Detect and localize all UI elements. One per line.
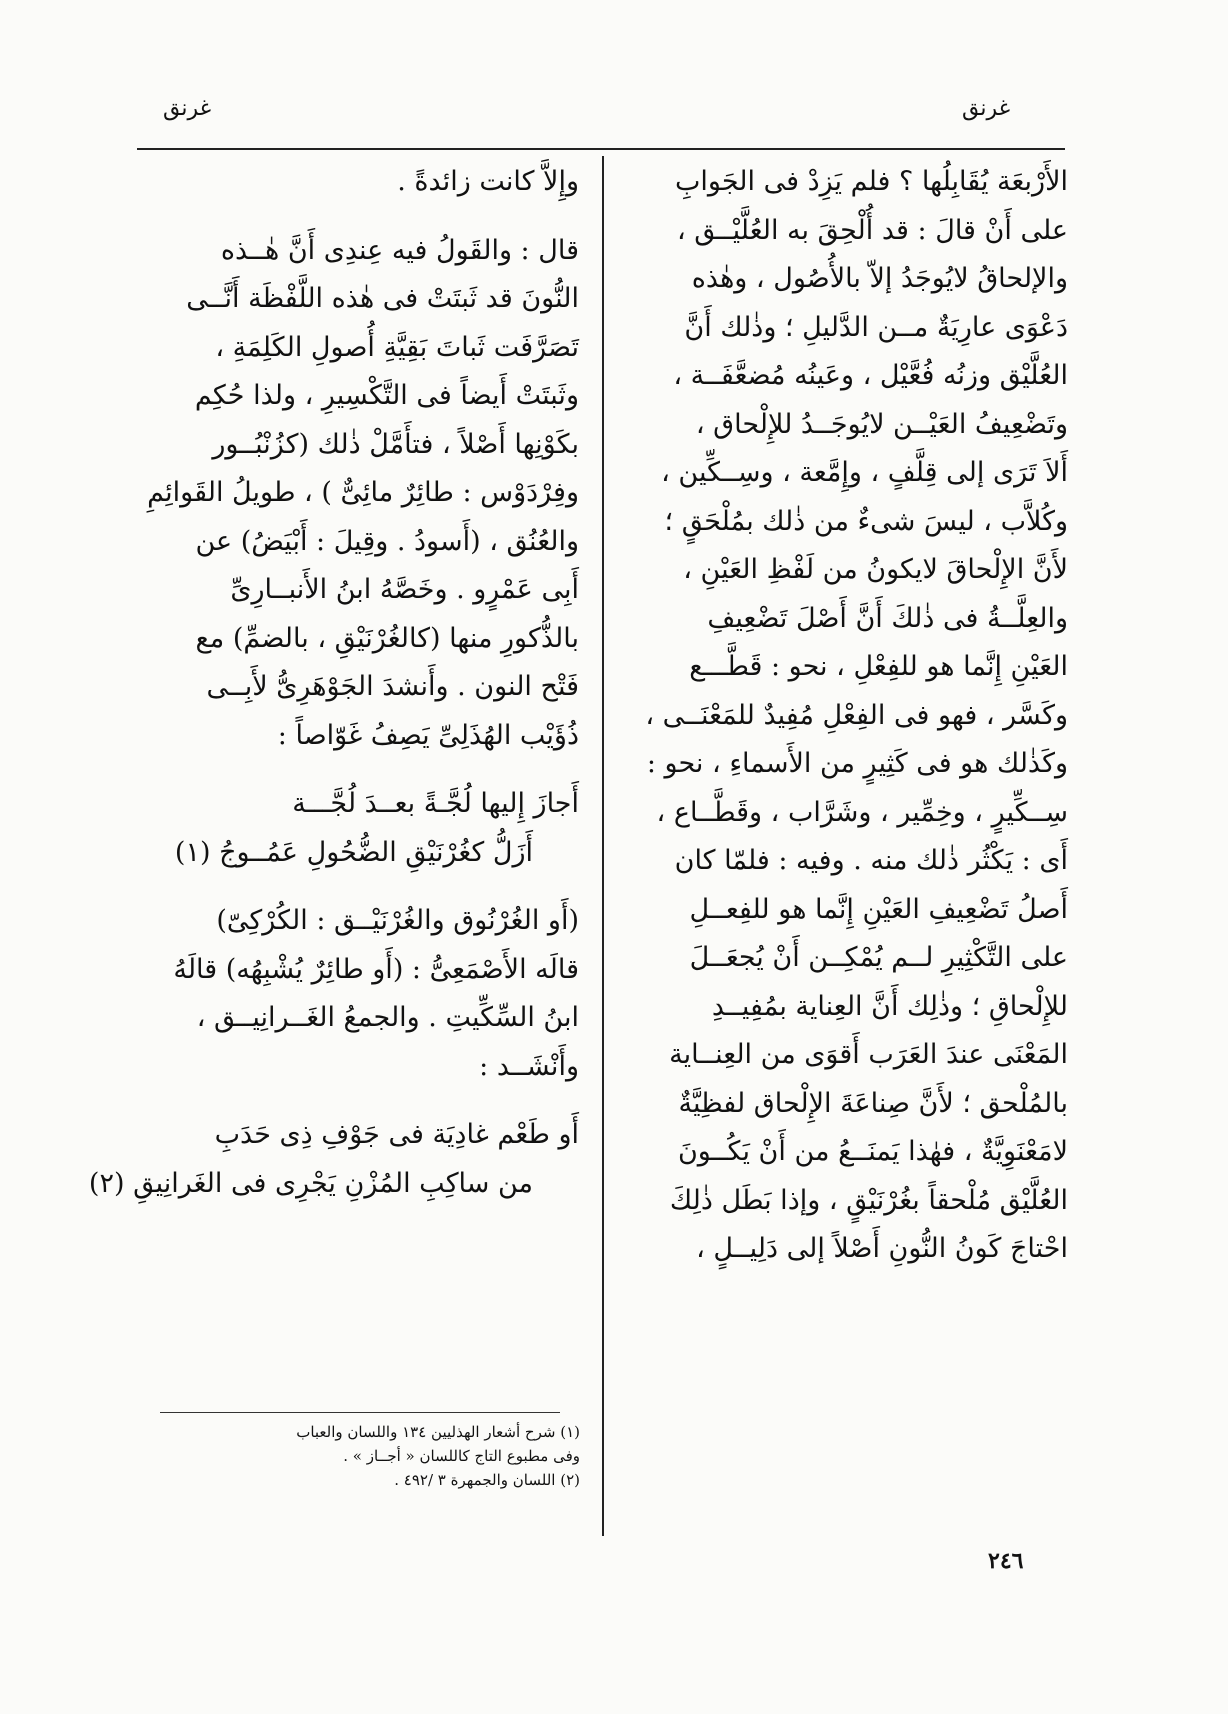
right-column [626,158,1068,1274]
text-line: ذُؤَيْب الهُذَلِىِّ يَصِفُ غَوّاصاً : [277,719,579,751]
text-line: للإِلْحاقِ ؛ وذٰلِك أَنَّ العِناية بمُفِيــدِ [711,990,1068,1022]
footnote-line: (١) شرح أشعار الهذليين ١٣٤ واللسان والعباب [296,1423,580,1441]
spacer [137,207,579,227]
text-line: قالَه الأَصْمَعِىُّ : (أَو طائِرٌ يُشْبِهُه) قالَهُ [173,953,579,985]
text-line: والإلحاقُ لايُوجَدُ إلاّ بالأُصُول ، وهٰذه [691,263,1068,294]
text-line: المَعْنَى عندَ العَرَب أَقوَى من العِنــاية [669,1039,1068,1070]
text-line: دَعْوَى عارِيَةٌ مــن الدَّليلِ ؛ وذٰلك أَنَّ [684,311,1068,343]
text-line: لامَعْنَوِيَّةٌ ، فهٰذا يَمنَــعُ من أَنْ يَكُــونَ [677,1136,1068,1167]
spacer [137,760,579,780]
text-line: فَتْح النون . وأَنشدَ الجَوْهَرِىُّ لأَبِــى [206,671,579,702]
text-line: والعِلَّــةُ فى ذٰلكَ أَنَّ أَصْلَ تَضْعِيفِ [707,602,1068,634]
spacer [137,877,579,897]
column-divider [602,156,604,1536]
left-column [88,158,579,1208]
text-line: العَيْنِ إِنَّما هو للفِعْلِ ، نحو : قَطَّـــع [689,651,1068,682]
header-left-word: غرنق [163,96,212,121]
text-line: (أَو الغُرْنُوق والغُرْنَيْــق : الكُرْكِىّ) [216,905,579,936]
verse-line: من ساكِبِ المُزْنِ يَجْرِى فى الغَرانِيقِ (٢) [88,1167,533,1199]
header-rule [137,148,1065,150]
text-line: والعُنُق ، (أَسودُ . وقِيلَ : أَبْيَضُ) عن [195,525,579,557]
text-line: أَبِى عَمْرٍو . وخَصَّهُ ابنُ الأَنبــارِىِّ [230,574,579,605]
text-line: ابنُ السِّكِّيتِ . والجمعُ الغَــرانِيــق ، [196,1002,579,1033]
text-line: تَصَرَّفَت ثَباتَ بَقِيَّةِ أُصولِ الكَلِمَةِ ، [215,331,579,363]
text-line: على التَّكْثِيرِ لــم يُمْكِــن أَنْ يُجعَــلَ [689,942,1068,973]
text-line: النُّونَ قد ثَبتَتْ فى هٰذه اللَّفْظَة أَنَّــى [186,283,579,314]
text-line: بالمُلْحق ؛ لأَنَّ صِناعَةَ الإِلْحاق لفظِيَّةٌ [678,1087,1068,1119]
text-line: العُلَّيْق وزنُه فُعَّيْل ، وعَينُه مُضعَّفَــة ، [673,360,1068,391]
text-line: لأَنَّ الإِلْحاقَ لايكونُ من لَفْظِ العَيْنِ ، [683,554,1068,585]
text-line: أَى : يَكْثُر ذٰلك منه . وفيه : فلمّا كان [674,845,1068,876]
text-line: وأَنْشَــد : [479,1050,579,1082]
text-line: وإِلاَّ كانت زائدةً . [397,166,579,197]
text-line: أَصلُ تَضْعِيفِ العَيْنِ إِنَّما هو للفِعــلِ [689,893,1068,925]
text-line: وثَبتَتْ أَيضاً فى التَّكْسِيرِ ، ولذا حُكِم [194,380,579,411]
text-line: وكُلاَّب ، ليسَ شىءٌ من ذٰلك بمُلْحَقٍ ؛ [664,505,1068,537]
text-line: قال : والقَولُ فيه عِندِى أَنَّ هٰــذه [220,234,579,266]
footnote-line: وفى مطبوع التاج كاللسان « أجــاز » . [343,1447,580,1465]
footnotes [150,1420,580,1492]
text-line: الأَرْبعَة يُقَابِلُها ؟ فلم يَزِدْ فى الجَوابِ [675,166,1068,197]
page-number: ٢٤٦ [988,1548,1024,1574]
text-line: على أَنْ قالَ : قد أُلْحِقَ به العُلَّيْــق ، [676,214,1068,246]
verse-line: أَو طَعْم غادِيَة فى جَوْفِ ذِى حَدَبِ [214,1119,579,1150]
text-line: العُلَّيْق مُلْحقاً بغُرْنَيْقٍ ، وإذا بَطَل ذٰلِكَ [669,1184,1068,1216]
text-line: بكَوْنِها أَصْلاً ، فتأَمَّلْ ذٰلك (كزُنْبُــور [212,428,579,460]
text-line: بالذُّكورِ منها (كالغُرْنَيْقِ ، بالضمِّ) مع [195,622,579,654]
footnote-line: (٢) اللسان والجمهرة ٣ /٤٩٢ . [394,1471,580,1489]
header-right-word: غرنق [962,96,1011,121]
footnote-rule [160,1412,560,1413]
spacer [137,1091,579,1111]
text-line: سِــكِّيرٍ ، وخِمِّير ، وشَرَّاب ، وقَطَّــاع ، [656,796,1068,828]
text-line: احْتاجَ كَونُ النُّونِ أَصْلاً إلى دَلِيــلٍ ، [696,1233,1068,1264]
verse-line: أَزَلُّ كغُرْنَيْقِ الضُّحُولِ عَمُــوجُ (١) [174,836,533,868]
text-line: وكَذٰلك هو فى كَثِيرٍ من الأَسماءِ ، نحو : [646,748,1068,779]
verse-line: أَجازَ إِليها لُجَّـةً بعــدَ لُجَّـــة [292,788,579,819]
text-line: وفِرْدَوْس : طائِرٌ مائِىٌّ ) ، طويلُ القَوائِمِ [147,477,579,508]
text-line: وكَسَّر ، فهو فى الفِعْلِ مُفِيدٌ للمَعْنَــى ، [645,699,1068,731]
text-line: وتَضْعِيفُ العَيْــن لايُوجَــدُ للإِلْحاق ، [695,408,1068,440]
text-line: أَلاَ تَرَى إلى قِلَّفٍ ، وإِمَّعة ، وسِــكِّين ، [661,457,1068,488]
